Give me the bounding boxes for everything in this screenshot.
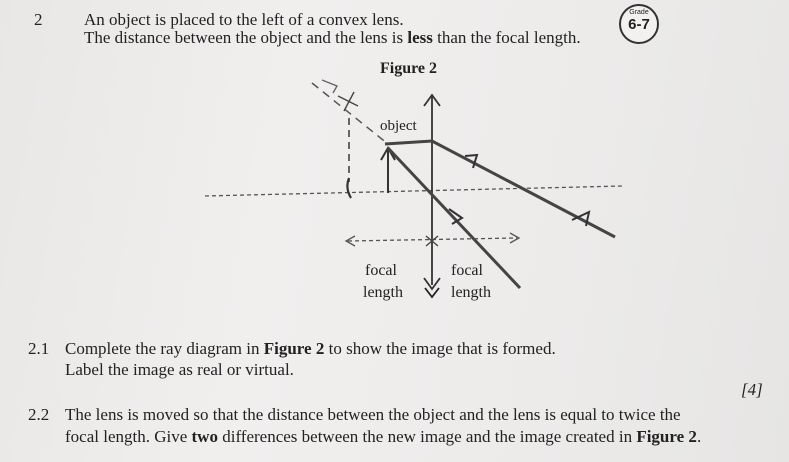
question-line-1: An object is placed to the left of a convex lens. (84, 10, 404, 29)
q2-2-number: 2.2 (28, 405, 50, 424)
grade-value: 6-7 (628, 16, 650, 33)
marks-label: [4] (741, 380, 763, 399)
pencil-cross (338, 92, 358, 111)
object-label: object (380, 118, 417, 134)
figure-ref: Figure 2 (263, 339, 325, 358)
pencil-arrow-icon (322, 80, 337, 93)
emphasis-less: less (407, 28, 433, 47)
q2-1-number: 2.1 (28, 339, 50, 358)
emphasis-two: two (191, 427, 218, 446)
question-line-2: The distance between the object and the lens is less than the focal length. (84, 28, 581, 47)
principal-axis (205, 186, 622, 196)
focal-left-line2: length (363, 284, 403, 301)
focal-right-line1: focal (451, 262, 483, 279)
question-number: 2 (34, 10, 43, 29)
focal-right-line2: length (451, 284, 491, 301)
q2-2-line1: The lens is moved so that the distance between the object and the lens is equal to twice the (65, 405, 681, 424)
q2-1-line1: Complete the ray diagram in Figure 2 to show the image that is formed. (65, 339, 556, 358)
pencil-extension (312, 83, 388, 144)
focal-left-line1: focal (365, 262, 397, 279)
q2-1-line2: Label the image as real or virtual. (65, 360, 294, 379)
figure-title: Figure 2 (380, 60, 438, 77)
figure-ref-2: Figure 2 (636, 427, 697, 446)
q2-2-line2: focal length. Give two differences between the new image and the image created in Figure 2. (65, 427, 702, 446)
grade-label: Grade (629, 9, 649, 16)
